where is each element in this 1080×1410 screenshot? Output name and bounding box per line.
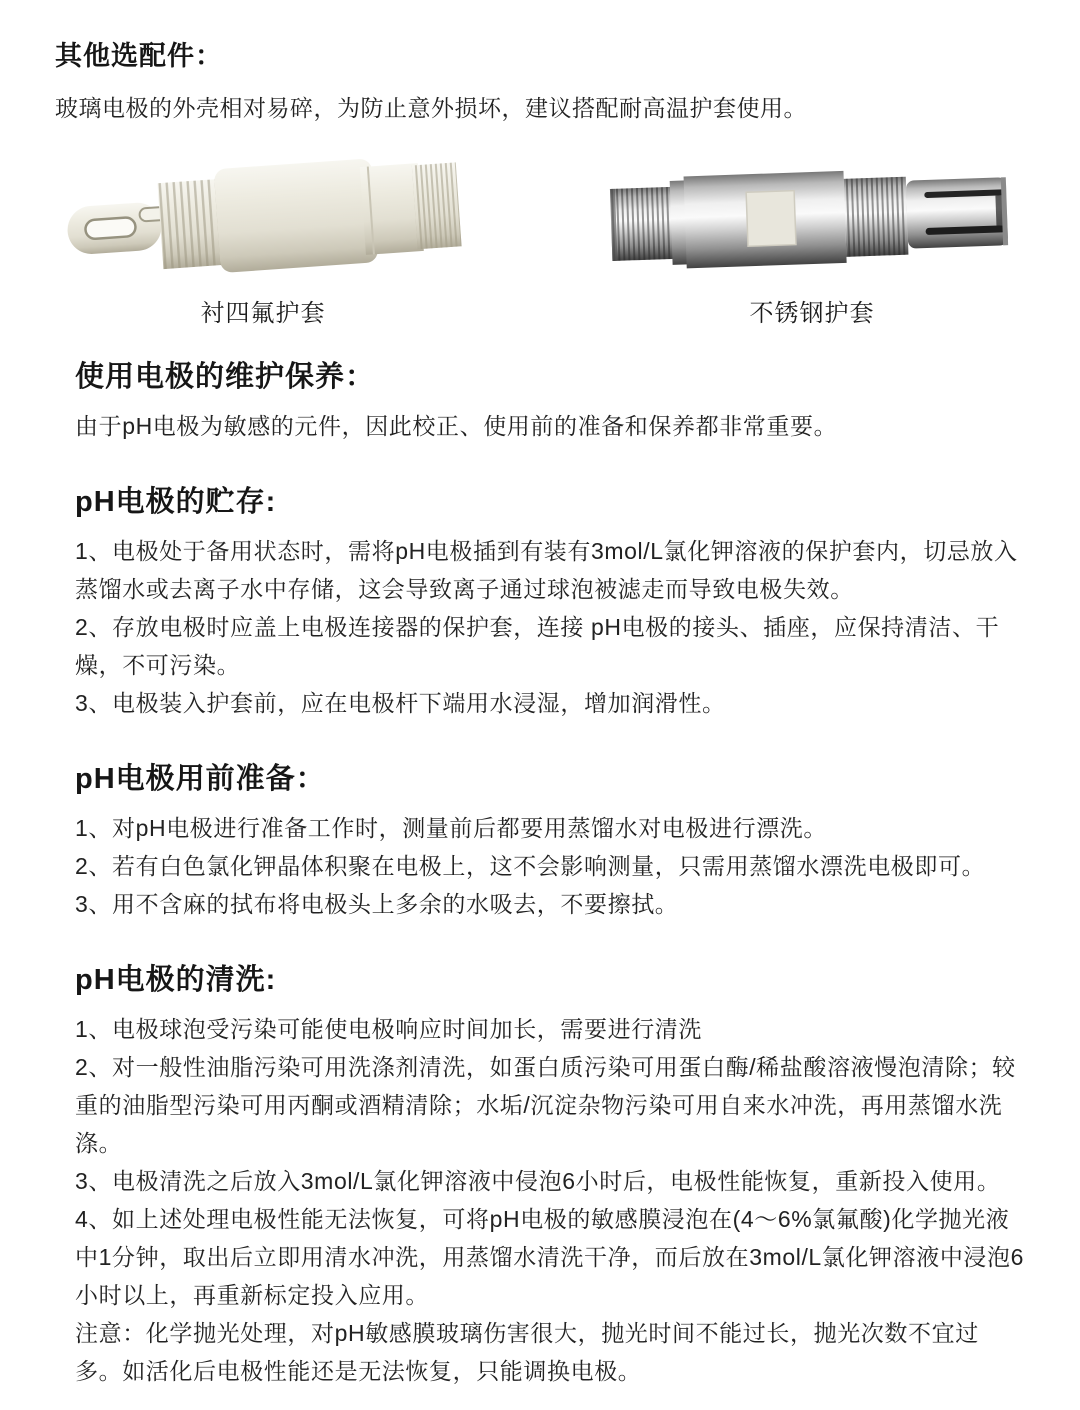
- preparation-item-1: 1、对pH电极进行准备工作时，测量前后都要用蒸馏水对电极进行漂洗。: [75, 815, 827, 841]
- maintenance-paragraph: 由于pH电极为敏感的元件，因此校正、使用前的准备和保养都非常重要。: [75, 413, 838, 439]
- section-heading-cleaning: pH电极的清洗:: [75, 964, 277, 996]
- section-storage: [75, 479, 1025, 722]
- ptfe-sheath-illustration: [63, 149, 463, 283]
- figure-ptfe-sheath: [63, 149, 463, 328]
- content-sections: [75, 354, 1025, 1390]
- page-title: 其他选配件：: [55, 41, 223, 71]
- cleaning-item-3: 3、电极清洗之后放入3mol/L氯化钾溶液中侵泡6小时后，电极性能恢复，重新投入使用。: [75, 1168, 1001, 1194]
- stainless-sheath-image: [607, 149, 1017, 283]
- section-maintenance: [75, 354, 1025, 445]
- cleaning-item-4: 4、如上述处理电极性能无法恢复，可将pH电极的敏感膜浸泡在(4～6%氯氟酸)化学抛光液中1分钟，取出后立即用清水冲洗，用蒸馏水清洗干净，而后放在3mol/L氯化钾溶液中浸泡6小时以上，再重新标定投入应用。: [75, 1206, 1025, 1308]
- ptfe-sheath-image: [63, 149, 463, 283]
- figure-caption-stainless: 不锈钢护套: [749, 300, 875, 327]
- cleaning-item-2: 2、对一般性油脂污染可用洗涤剂清洗，如蛋白质污染可用蛋白酶/稀盐酸溶液慢泡清除；较重的油脂型污染可用丙酮或酒精清除；水垢/沉淀杂物污染可用自来水冲洗，再用蒸馏水洗涤。: [75, 1054, 1016, 1156]
- section-heading-storage: pH电极的贮存:: [75, 486, 277, 518]
- cleaning-item-1: 1、电极球泡受污染可能使电极响应时间加长，需要进行清洗: [75, 1016, 702, 1042]
- cleaning-note: 注意：化学抛光处理，对pH敏感膜玻璃伤害很大，抛光时间不能过长，抛光次数不宜过多。如活化后电极性能还是无法恢复，只能调换电极。: [75, 1320, 979, 1384]
- intro-text: 玻璃电极的外壳相对易碎，为防止意外损坏，建议搭配耐高温护套使用。: [55, 95, 807, 121]
- section-cleaning: [75, 957, 1025, 1390]
- figures-row: [55, 149, 1025, 328]
- preparation-item-3: 3、用不含麻的拭布将电极头上多余的水吸去，不要擦拭。: [75, 891, 679, 917]
- preparation-item-2: 2、若有白色氯化钾晶体积聚在电极上，这不会影响测量，只需用蒸馏水漂洗电极即可。: [75, 853, 986, 879]
- figure-stainless-sheath: [607, 149, 1017, 328]
- section-preparation: [75, 756, 1025, 923]
- storage-item-1: 1、电极处于备用状态时，需将pH电极插到有装有3mol/L氯化钾溶液的保护套内，切忌放入蒸馏水或去离子水中存储，这会导致离子通过球泡被滤走而导致电极失效。: [75, 538, 1018, 602]
- storage-item-2: 2、存放电极时应盖上电极连接器的保护套，连接 pH电极的接头、插座，应保持清洁、干燥，不可污染。: [75, 614, 1000, 678]
- storage-item-3: 3、电极装入护套前，应在电极杆下端用水浸湿，增加润滑性。: [75, 690, 726, 716]
- stainless-sheath-illustration: [607, 154, 1017, 278]
- section-heading-preparation: pH电极用前准备：: [75, 763, 326, 795]
- section-heading-maintenance: 使用电极的维护保养：: [75, 361, 376, 393]
- figure-caption-ptfe: 衬四氟护套: [200, 300, 326, 327]
